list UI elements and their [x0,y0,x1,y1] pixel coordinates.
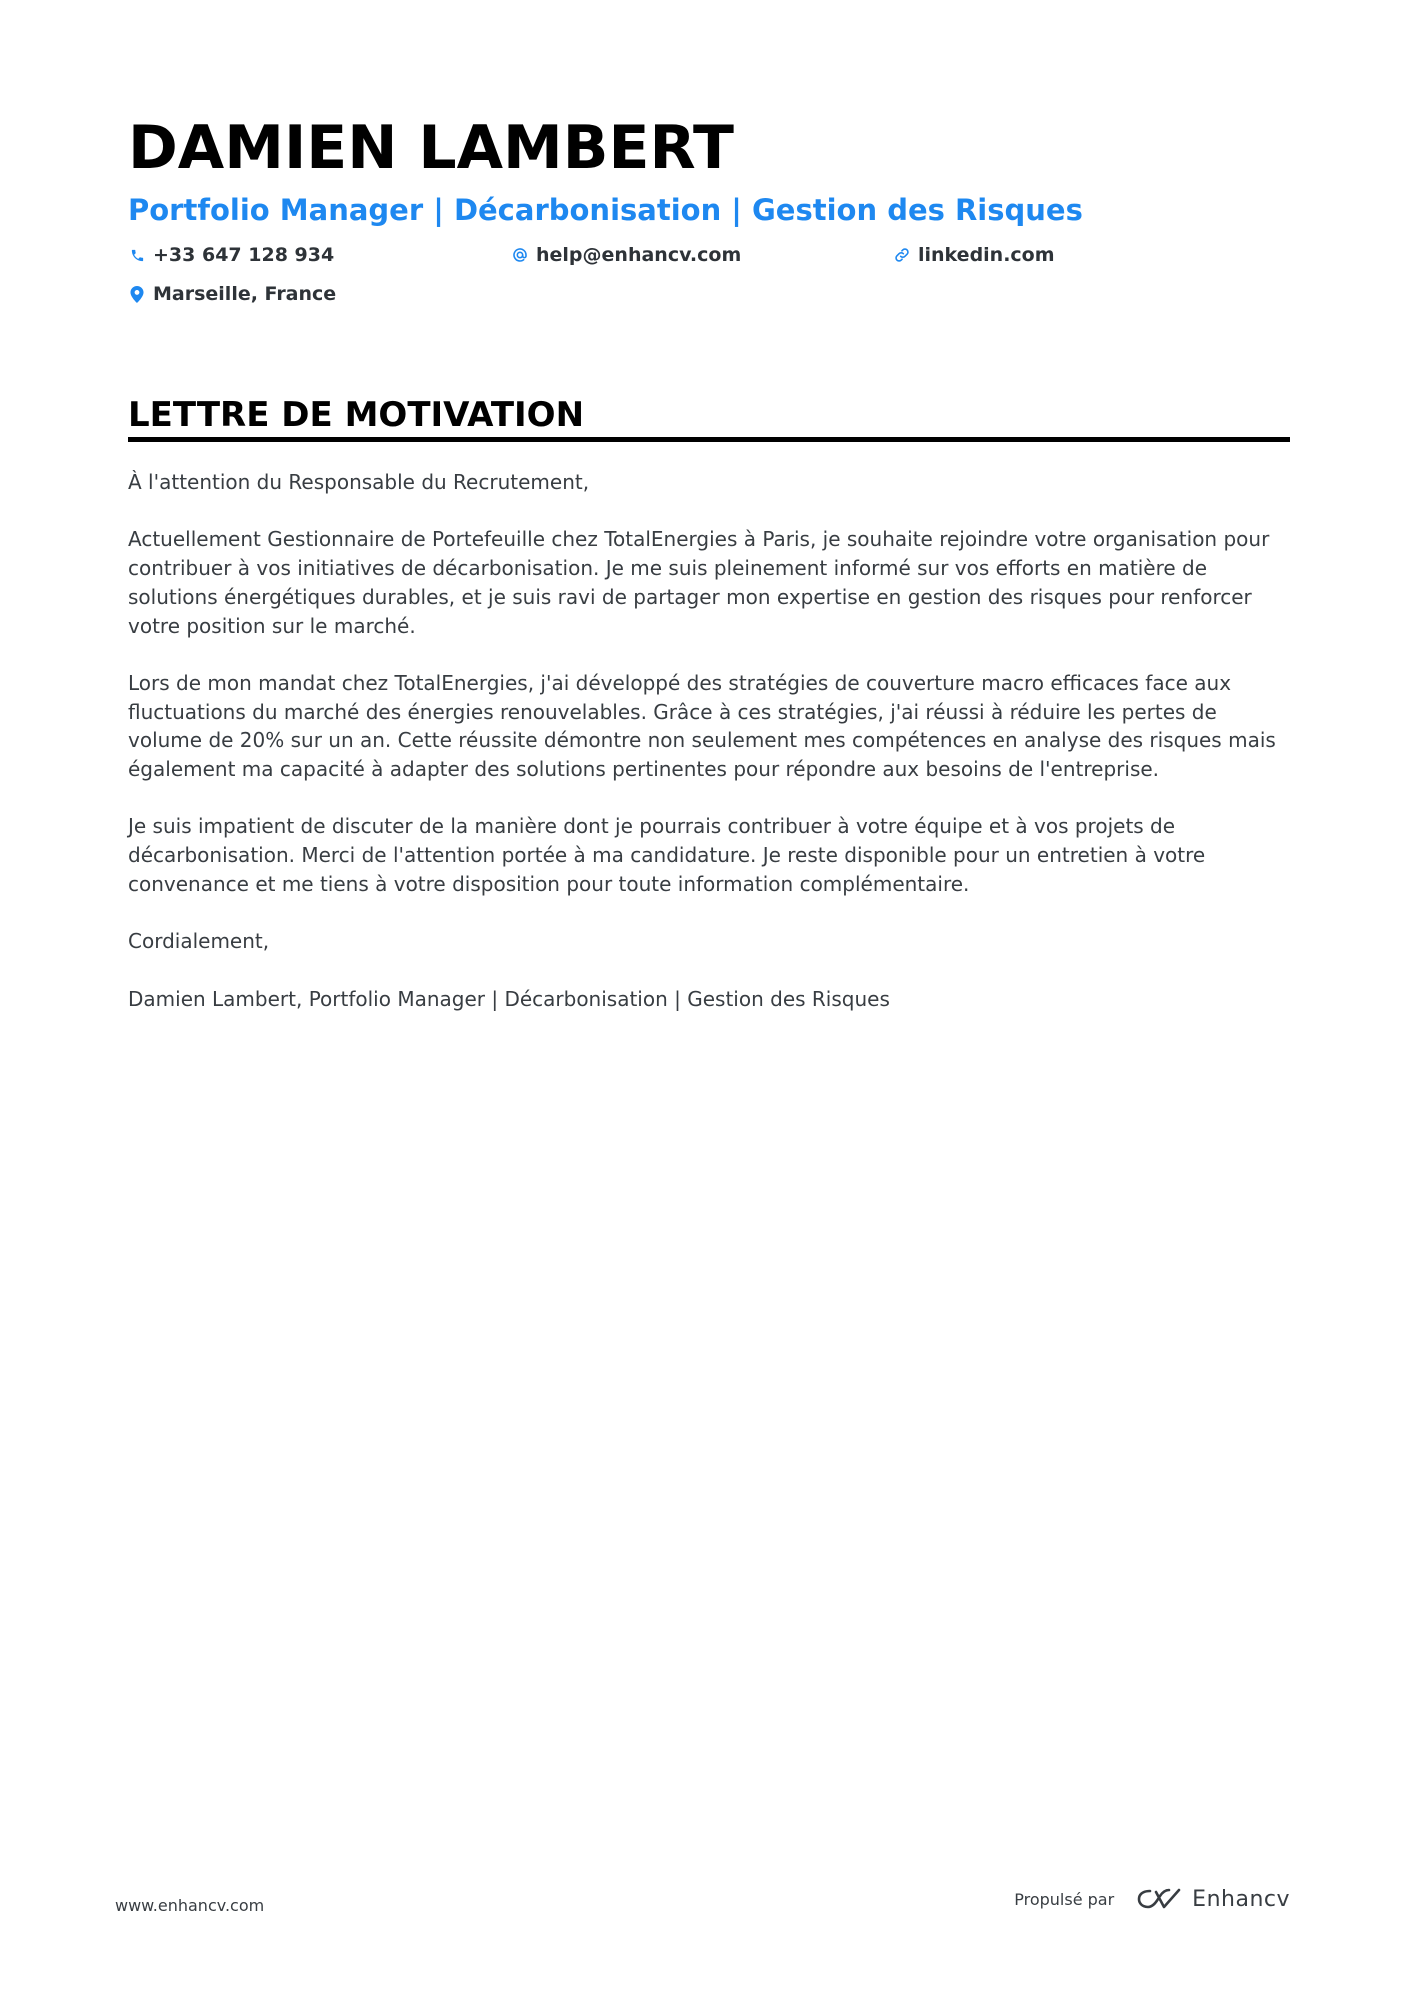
linkedin-text[interactable]: linkedin.com [918,244,1055,266]
contact-phone [128,242,334,268]
enhancv-logo-icon [1136,1886,1182,1912]
contact-location [128,281,336,307]
enhancv-logo[interactable] [1136,1886,1290,1912]
email-text[interactable]: help@enhancv.com [536,244,742,266]
letter-body [128,468,1290,1042]
map-pin-icon [128,285,146,303]
phone-text: +33 647 128 934 [153,244,335,266]
letter-paragraph: Je suis impatient de discuter de la manière dont je pourrais contribuer à votre équipe et à vos projets de décarbonisation. Merci de l'attention portée à ma candidature. Je reste disponible pour un entretien à votre convenance et me tiens à votre disposition pour toute information complémentaire. [128,814,1206,896]
letter-signature: Damien Lambert, Portfolio Manager | Décarbonisation | Gestion des Risques [128,986,890,1011]
candidate-name: DAMIEN LAMBERT [128,113,734,183]
letter-salutation: À l'attention du Responsable du Recrutement, [128,470,590,494]
phone-icon [128,246,146,264]
footer-powered-by[interactable] [1014,1886,1290,1912]
at-icon [511,246,529,264]
section-title: LETTRE DE MOTIVATION [128,395,585,435]
powered-by-label: Propulsé par [1014,1889,1115,1909]
location-text: Marseille, France [153,283,337,305]
contact-linkedin[interactable] [893,242,1055,268]
candidate-headline: Portfolio Manager | Décarbonisation | Gestion des Risques [128,193,1083,227]
contact-email[interactable] [511,242,741,268]
letter-paragraph: Lors de mon mandat chez TotalEnergies, j'ai développé des stratégies de couverture macro efficaces face aux fluctuations du marché des énergies renouvelables. Grâce à ces stratégies, j'ai réussi à réduire les pertes de volume de 20% sur un an. Cette réussite démontre non seulement mes compétences en analyse des risques mais également ma capacité à adapter des solutions pertinentes pour répondre aux besoins de l'entreprise. [128,670,1276,781]
link-icon [893,246,911,264]
letter-closing: Cordialement, [128,929,270,954]
letter-paragraph: Actuellement Gestionnaire de Portefeuille chez TotalEnergies à Paris, je souhaite rejoindre votre organisation pour contribuer à vos initiatives de décarbonisation. Je me suis pleinement informé sur vos efforts en matière de solutions énergétiques durables, et je suis ravi de partager mon expertise en gestion des risques pour renforcer votre position sur le marché. [128,527,1270,638]
brand-name: Enhancv [1192,1886,1290,1912]
section-divider [128,437,1290,442]
footer-url[interactable]: www.enhancv.com [115,1896,265,1915]
